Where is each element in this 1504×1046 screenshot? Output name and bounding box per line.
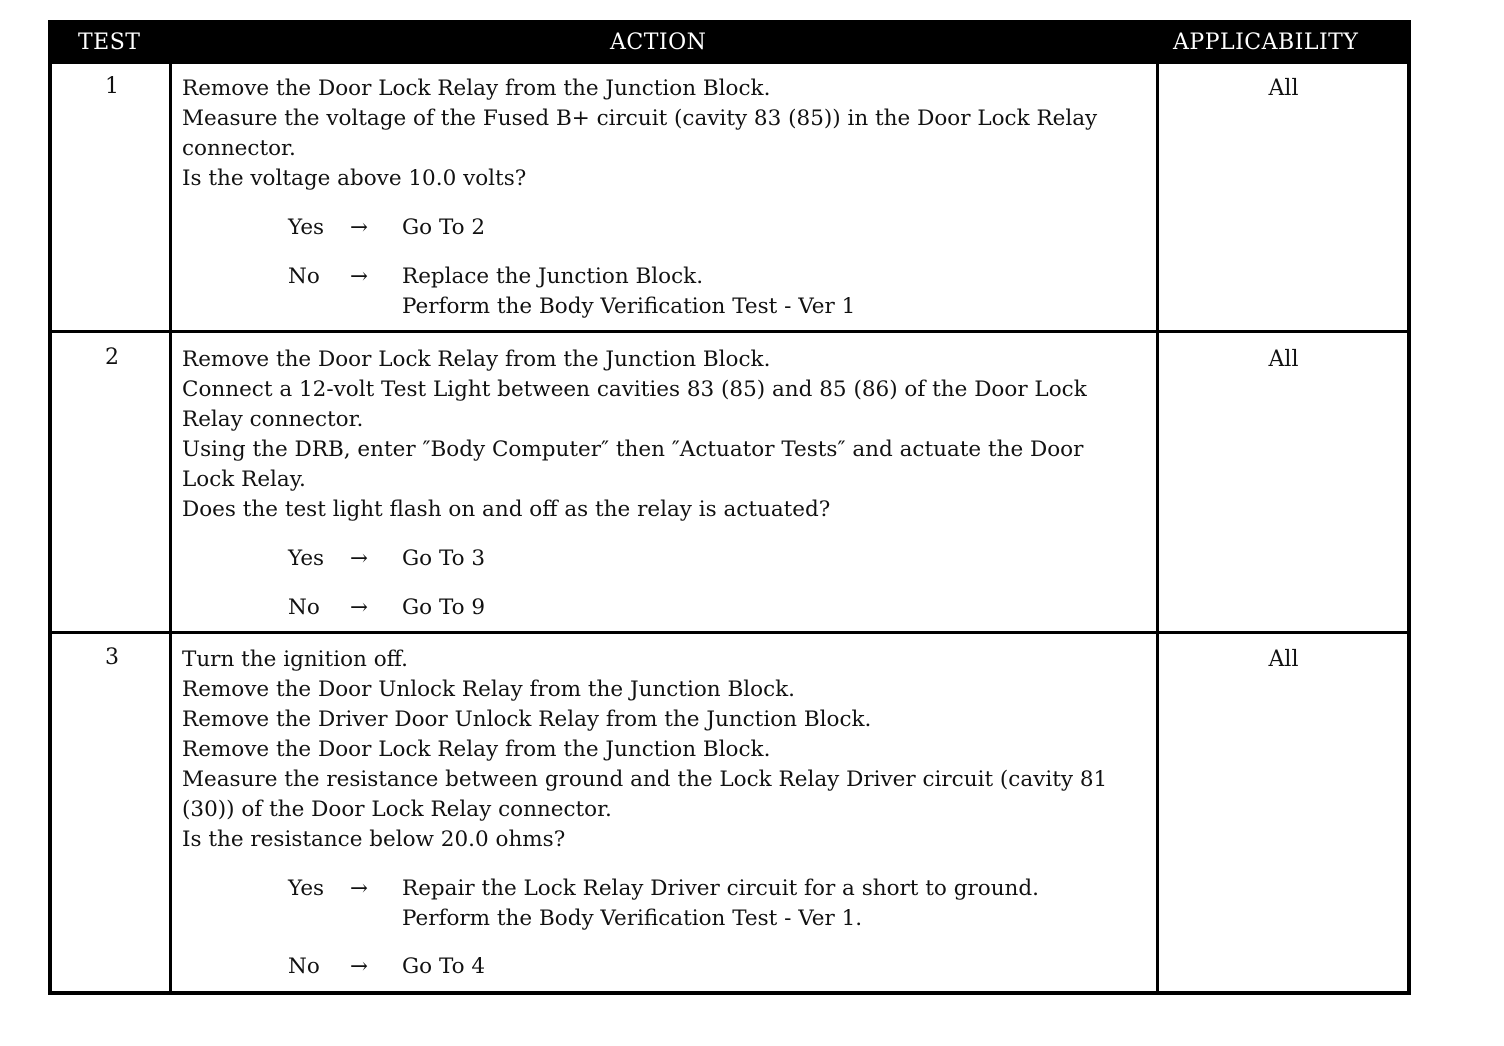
arrow-icon: → [350, 595, 369, 620]
action-line: Remove the Door Lock Relay from the Junction Block. [182, 76, 771, 101]
column-divider [1156, 64, 1159, 991]
action-line: Using the DRB, enter ″Body Computer″ then ″Actuator Tests″ and actuate the Door [182, 437, 1084, 462]
applicability-value: All [1268, 76, 1299, 101]
action-text [182, 74, 1097, 194]
applicability-value: All [1268, 347, 1299, 372]
action-line: Remove the Door Lock Relay from the Junction Block. [182, 347, 771, 372]
row-divider [52, 330, 1407, 333]
yes-label: Yes [288, 546, 325, 571]
no-label: No [288, 595, 320, 620]
no-label: No [288, 264, 320, 289]
yes-label: Yes [288, 876, 325, 901]
diagnostic-test-table [48, 20, 1411, 995]
arrow-icon: → [350, 264, 369, 289]
applicability-value: All [1268, 647, 1299, 672]
action-line: Is the voltage above 10.0 volts? [182, 166, 527, 191]
test-number: 2 [105, 345, 119, 370]
yes-action: Repair the Lock Relay Driver circuit for a short to ground. [402, 876, 1039, 901]
test-number: 1 [105, 74, 119, 99]
arrow-icon: → [350, 954, 369, 979]
action-line: Connect a 12-volt Test Light between cavities 83 (85) and 85 (86) of the Door Lock [182, 377, 1087, 402]
yes-action: Go To 2 [402, 215, 486, 240]
yes-action: Perform the Body Verification Test - Ver 1. [402, 906, 863, 931]
action-line: Measure the voltage of the Fused B+ circuit (cavity 83 (85)) in the Door Lock Relay [182, 106, 1098, 131]
no-label: No [288, 954, 320, 979]
header-applicability: APPLICABILITY [1173, 30, 1359, 55]
arrow-icon: → [350, 876, 369, 901]
action-line: connector. [182, 136, 296, 161]
no-action: Replace the Junction Block. [402, 264, 704, 289]
arrow-icon: → [350, 215, 369, 240]
test-number: 3 [105, 645, 119, 670]
action-text [182, 345, 1087, 525]
action-text [182, 645, 1107, 855]
action-line: Is the resistance below 20.0 ohms? [182, 827, 566, 852]
no-action: Go To 4 [402, 954, 486, 979]
arrow-icon: → [350, 546, 369, 571]
action-line: Turn the ignition off. [182, 647, 408, 672]
action-line: (30)) of the Door Lock Relay connector. [182, 797, 612, 822]
column-divider [169, 64, 172, 991]
action-line: Does the test light flash on and off as the relay is actuated? [182, 497, 831, 522]
action-line: Relay connector. [182, 407, 364, 432]
action-line: Remove the Driver Door Unlock Relay from the Junction Block. [182, 707, 872, 732]
table-header [52, 24, 1407, 64]
action-line: Remove the Door Lock Relay from the Junction Block. [182, 737, 771, 762]
header-action: ACTION [610, 30, 707, 55]
action-line: Lock Relay. [182, 467, 306, 492]
no-action: Perform the Body Verification Test - Ver 1 [402, 294, 856, 319]
action-line: Measure the resistance between ground and the Lock Relay Driver circuit (cavity 81 [182, 767, 1108, 792]
no-action: Go To 9 [402, 595, 486, 620]
yes-action: Go To 3 [402, 546, 486, 571]
row-divider [52, 631, 1407, 634]
action-line: Remove the Door Unlock Relay from the Junction Block. [182, 677, 795, 702]
yes-label: Yes [288, 215, 325, 240]
header-test: TEST [78, 30, 141, 55]
